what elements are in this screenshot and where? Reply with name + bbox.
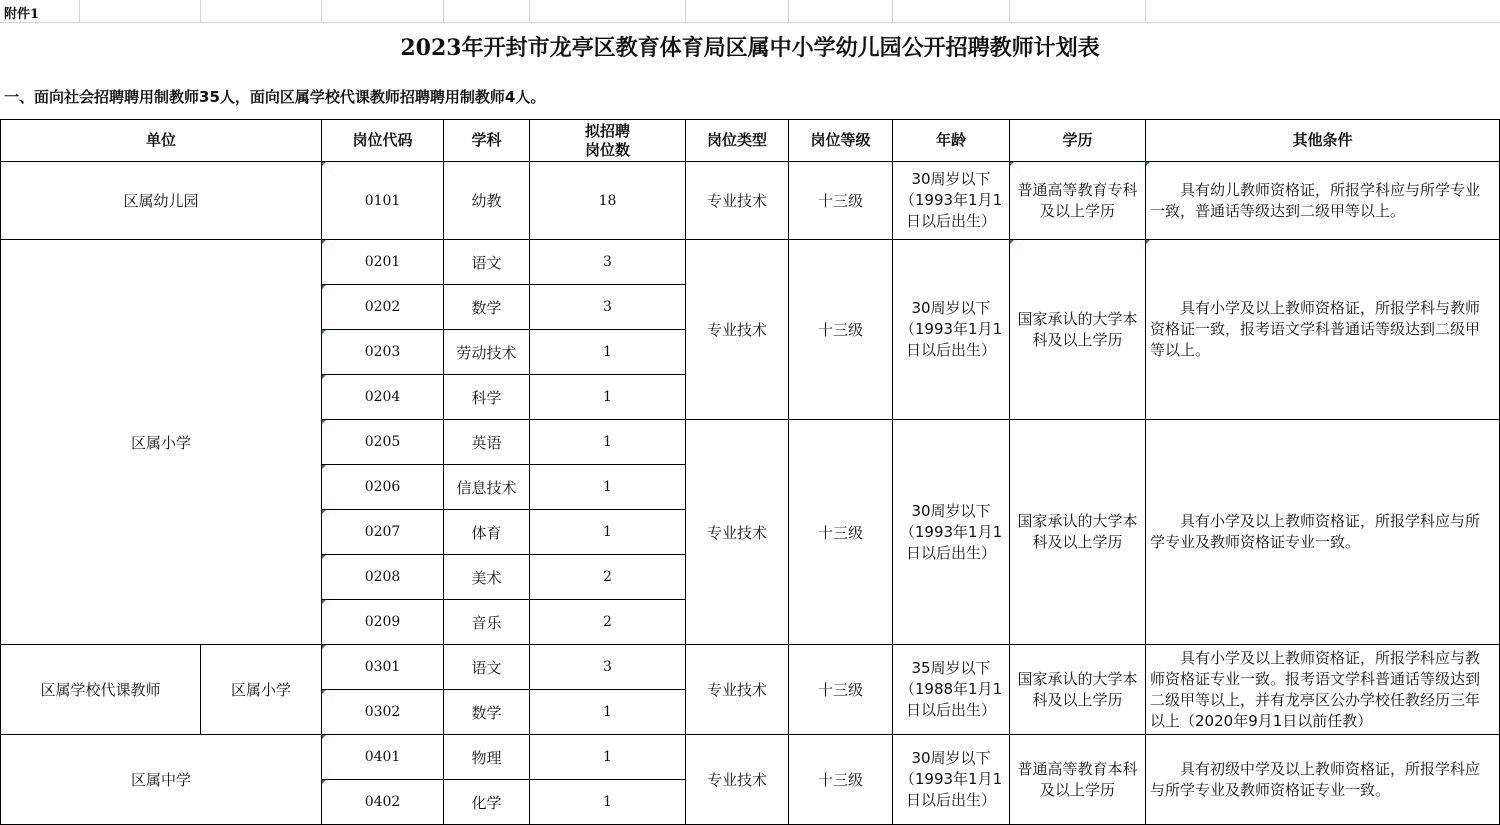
code-cell: 0203 [322,330,444,375]
age-cell [893,645,1010,735]
type-cell: 专业技术 [686,735,789,825]
type-cell: 专业技术 [686,645,789,735]
age-line: 30周岁以下 [911,170,991,188]
count-cell: 3 [530,645,686,690]
count-cell: 18 [530,162,686,240]
age-line: 日以后出生） [906,341,997,359]
header-code: 岗位代码 [322,120,444,162]
count-cell: 1 [530,735,686,780]
age-cell [893,162,1010,240]
age-line: 日以后出生） [906,701,997,719]
code-cell: 0209 [322,600,444,645]
age-cell [893,240,1010,420]
code-cell: 0301 [322,645,444,690]
age-line: （1988年1月1 [899,680,1003,698]
education-cell: 国家承认的大学本科及以上学历 [1010,420,1146,645]
table-row [1,645,1500,690]
attachment-label: 附件1 [4,7,40,22]
age-line: 日以后出生） [906,791,997,809]
type-cell: 专业技术 [686,240,789,420]
code-cell: 0402 [322,780,444,825]
subject-cell: 物理 [444,735,530,780]
other-conditions-cell: 具有幼儿教师资格证，所报学科应与所学专业一致，普通话等级达到二级甲等以上。 [1146,162,1500,240]
type-cell: 专业技术 [686,162,789,240]
subject-cell: 语文 [444,645,530,690]
header-count-line1: 拟招聘 [585,121,631,140]
count-cell: 2 [530,555,686,600]
count-cell: 3 [530,240,686,285]
header-education: 学历 [1010,120,1146,162]
subject-cell: 音乐 [444,600,530,645]
subject-cell: 幼教 [444,162,530,240]
other-conditions-cell: 具有小学及以上教师资格证，所报学科应与教师资格证专业一致。报考语文学科普通话等级达到二级甲等以上，并有龙亭区公办学校任教经历三年以上（2020年9月1日以前任教） [1146,645,1500,735]
code-cell: 0204 [322,375,444,420]
subject-cell: 美术 [444,555,530,600]
document-title: 2023年开封市龙亭区教育体育局区属中小学幼儿园公开招聘教师计划表 [0,22,1500,73]
type-cell: 专业技术 [686,420,789,645]
count-cell: 1 [530,465,686,510]
count-cell: 1 [530,420,686,465]
other-conditions-cell: 具有小学及以上教师资格证，所报学科与教师资格证一致，报考语文学科普通话等级达到二级甲等以上。 [1146,240,1500,420]
education-cell: 普通高等教育本科及以上学历 [1010,735,1146,825]
subject-cell: 英语 [444,420,530,465]
unit-substitute-sub: 区属小学 [201,645,322,735]
code-cell: 0101 [322,162,444,240]
table-row [1,735,1500,780]
education-cell: 普通高等教育专科及以上学历 [1010,162,1146,240]
age-line: （1993年1月1 [899,522,1003,541]
table-row [1,162,1500,240]
other-conditions-cell: 具有小学及以上教师资格证，所报学科应与所学专业及教师资格证专业一致。 [1146,420,1500,645]
count-cell: 1 [530,510,686,555]
header-count-line2: 岗位数 [585,140,631,159]
age-line: 日以后出生） [906,212,997,230]
subject-cell: 语文 [444,240,530,285]
header-level: 岗位等级 [789,120,893,162]
age-line: 30周岁以下 [911,299,991,317]
count-cell: 3 [530,285,686,330]
subject-cell: 数学 [444,690,530,735]
count-cell: 1 [530,780,686,825]
code-cell: 0205 [322,420,444,465]
level-cell: 十三级 [789,420,893,645]
subject-cell: 劳动技术 [444,330,530,375]
unit-kindergarten: 区属幼儿园 [1,162,322,240]
unit-middle: 区属中学 [1,735,322,825]
education-cell: 国家承认的大学本科及以上学历 [1010,240,1146,420]
document-subtitle: 一、面向社会招聘聘用制教师35人，面向区属学校代课教师招聘聘用制教师4人。 [4,88,546,106]
level-cell: 十三级 [789,645,893,735]
age-line: （1993年1月1 [899,320,1003,338]
code-cell: 0401 [322,735,444,780]
code-cell: 0208 [322,555,444,600]
count-cell: 1 [530,375,686,420]
level-cell: 十三级 [789,162,893,240]
subject-cell: 体育 [444,510,530,555]
code-cell: 0302 [322,690,444,735]
age-cell [893,420,1010,645]
age-cell [893,735,1010,825]
header-unit: 单位 [1,120,322,162]
level-cell: 十三级 [789,240,893,420]
count-cell: 1 [530,690,686,735]
subject-cell: 信息技术 [444,465,530,510]
header-row [1,120,1500,162]
age-line: 30周岁以下 [911,749,991,767]
subject-cell: 化学 [444,780,530,825]
recruitment-plan-table [0,119,1500,825]
level-cell: 十三级 [789,735,893,825]
table-row [1,240,1500,285]
header-type: 岗位类型 [686,120,789,162]
code-cell: 0206 [322,465,444,510]
subject-cell: 数学 [444,285,530,330]
code-cell: 0207 [322,510,444,555]
age-line: （1993年1月1 [899,770,1003,788]
other-conditions-cell: 具有初级中学及以上教师资格证，所报学科应与所学专业及教师资格证专业一致。 [1146,735,1500,825]
age-line: （1993年1月1 [899,191,1003,209]
header-count [530,120,686,162]
age-line: 35周岁以下 [911,659,991,677]
education-cell: 国家承认的大学本科及以上学历 [1010,645,1146,735]
count-cell: 1 [530,330,686,375]
code-cell: 0202 [322,285,444,330]
count-cell: 2 [530,600,686,645]
age-line: 日以后出生） [906,543,997,562]
header-age: 年龄 [893,120,1010,162]
subject-cell: 科学 [444,375,530,420]
unit-primary: 区属小学 [1,240,322,645]
age-line: 30周岁以下 [911,501,991,520]
header-other: 其他条件 [1146,120,1500,162]
header-subject: 学科 [444,120,530,162]
unit-substitute: 区属学校代课教师 [1,645,201,735]
code-cell: 0201 [322,240,444,285]
